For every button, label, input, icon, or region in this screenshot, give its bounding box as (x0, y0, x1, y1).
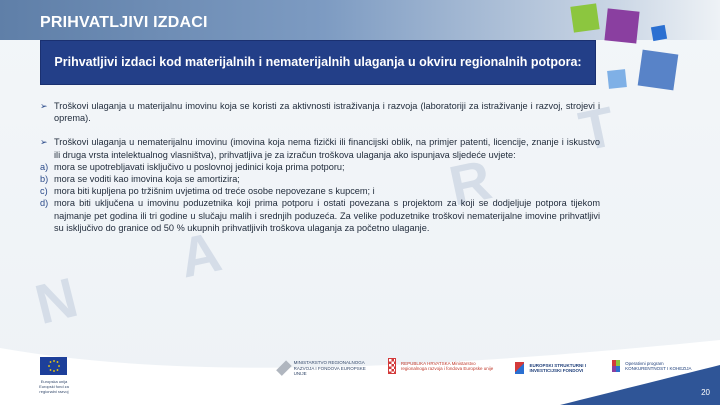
watermark-letter-a: A (173, 219, 227, 290)
esif-logo-text: EUROPSKI STRUKTURNI I INVESTICIJSKI FONDOVI (529, 362, 586, 373)
list-letter: d) (40, 198, 49, 209)
arrow-right-icon: ➢ (40, 101, 48, 111)
decor-square-blue-small (651, 25, 667, 41)
list-letter: c) (40, 186, 48, 197)
slide-content (40, 100, 600, 234)
arrow-right-icon: ➢ (40, 137, 48, 148)
croatia-logo-text: REPUBLIKA HRVATSKA Ministarstvo regionalnoga razvoja i fondova Europske unije (400, 360, 494, 371)
op-logo-text: Operativni program KONKURENTNOST I KOHEZIJA (625, 360, 692, 371)
subtitle-box (40, 40, 596, 85)
watermark-letter-n: N (28, 265, 84, 336)
eu-flag-icon (40, 357, 67, 375)
bullet-text: Troškovi ulaganja u materijalnu imovinu koja se koristi za aktivnosti istraživanja i razvoja (laboratoriji za istraživanje i razvoj, strojevi i oprema). (54, 101, 600, 124)
list-text: mora se voditi kao imovina koja se amortizira; (54, 174, 240, 185)
list-item (40, 161, 600, 173)
watermark-letter-t: T (573, 94, 621, 163)
list-item (40, 185, 600, 197)
croatia-logo (388, 358, 500, 374)
list-letter: b) (40, 174, 49, 185)
ministry-logo (280, 360, 380, 377)
decor-square-purple (604, 8, 639, 43)
bullet-item (40, 100, 600, 124)
watermark-letter-r: R (443, 147, 497, 218)
slide-title: PRIHVATLJIVI IZDACI (40, 14, 208, 31)
list-item (40, 173, 600, 185)
list-text: mora biti kupljena po tržišnim uvjetima od treće osobe nepovezane s kupcem; i (54, 186, 375, 197)
list-item (40, 197, 600, 234)
subtitle-text: Prihvatljivi izdaci kod materijalnih i nematerijalnih ulaganja u okviru regionalnih potpora: (54, 55, 582, 69)
page-number: 20 (701, 388, 710, 397)
bullet-text: Troškovi ulaganja u nematerijalnu imovinu (imovina koja nema fizički ili financijski oblik, na primjer patenti, licencije, znanje i iskustvo ili druga vrsta intelektualnog vlasništva), prihvatljiva je za izračun troškova ulaganja ako ispunjava sljedeće uvjete: (54, 137, 600, 160)
esif-logo (515, 362, 605, 374)
esif-flag-icon (515, 362, 524, 374)
list-text: mora se upotrebljavati isključivo u poslovnoj jedinici koja prima potporu; (54, 161, 345, 172)
op-logo (612, 360, 697, 372)
croatia-coat-of-arms-icon (388, 358, 396, 374)
decor-square-green (570, 3, 599, 32)
list-letter: a) (40, 161, 49, 172)
bullet-item (40, 136, 600, 160)
op-squares-icon (612, 360, 620, 372)
list-text: mora biti uključena u imovinu poduzetnika koji prima potporu i ostati povezana s projektom za koji se dodjeljuje potpora tijekom najmanje pet godina ili tri godine u slučaju malih i srednjih poduzeća. Za velike poduzetnike troškovi nematerijalne imovine prihvatljivi su isključivo do granice od 50 % ukupnih prihvatljivih troškova ulaganja za početno ulaganje. (54, 198, 600, 233)
eu-caption: Europska unija Europski fond za regionalni razvoj (39, 379, 69, 394)
decor-square-blue (638, 50, 679, 91)
decor-square-lightblue (607, 69, 627, 89)
ministry-logo-text: MINISTARSTVO REGIONALNOGA RAZVOJA I FONDOVA EUROPSKE UNIJE (293, 360, 366, 376)
